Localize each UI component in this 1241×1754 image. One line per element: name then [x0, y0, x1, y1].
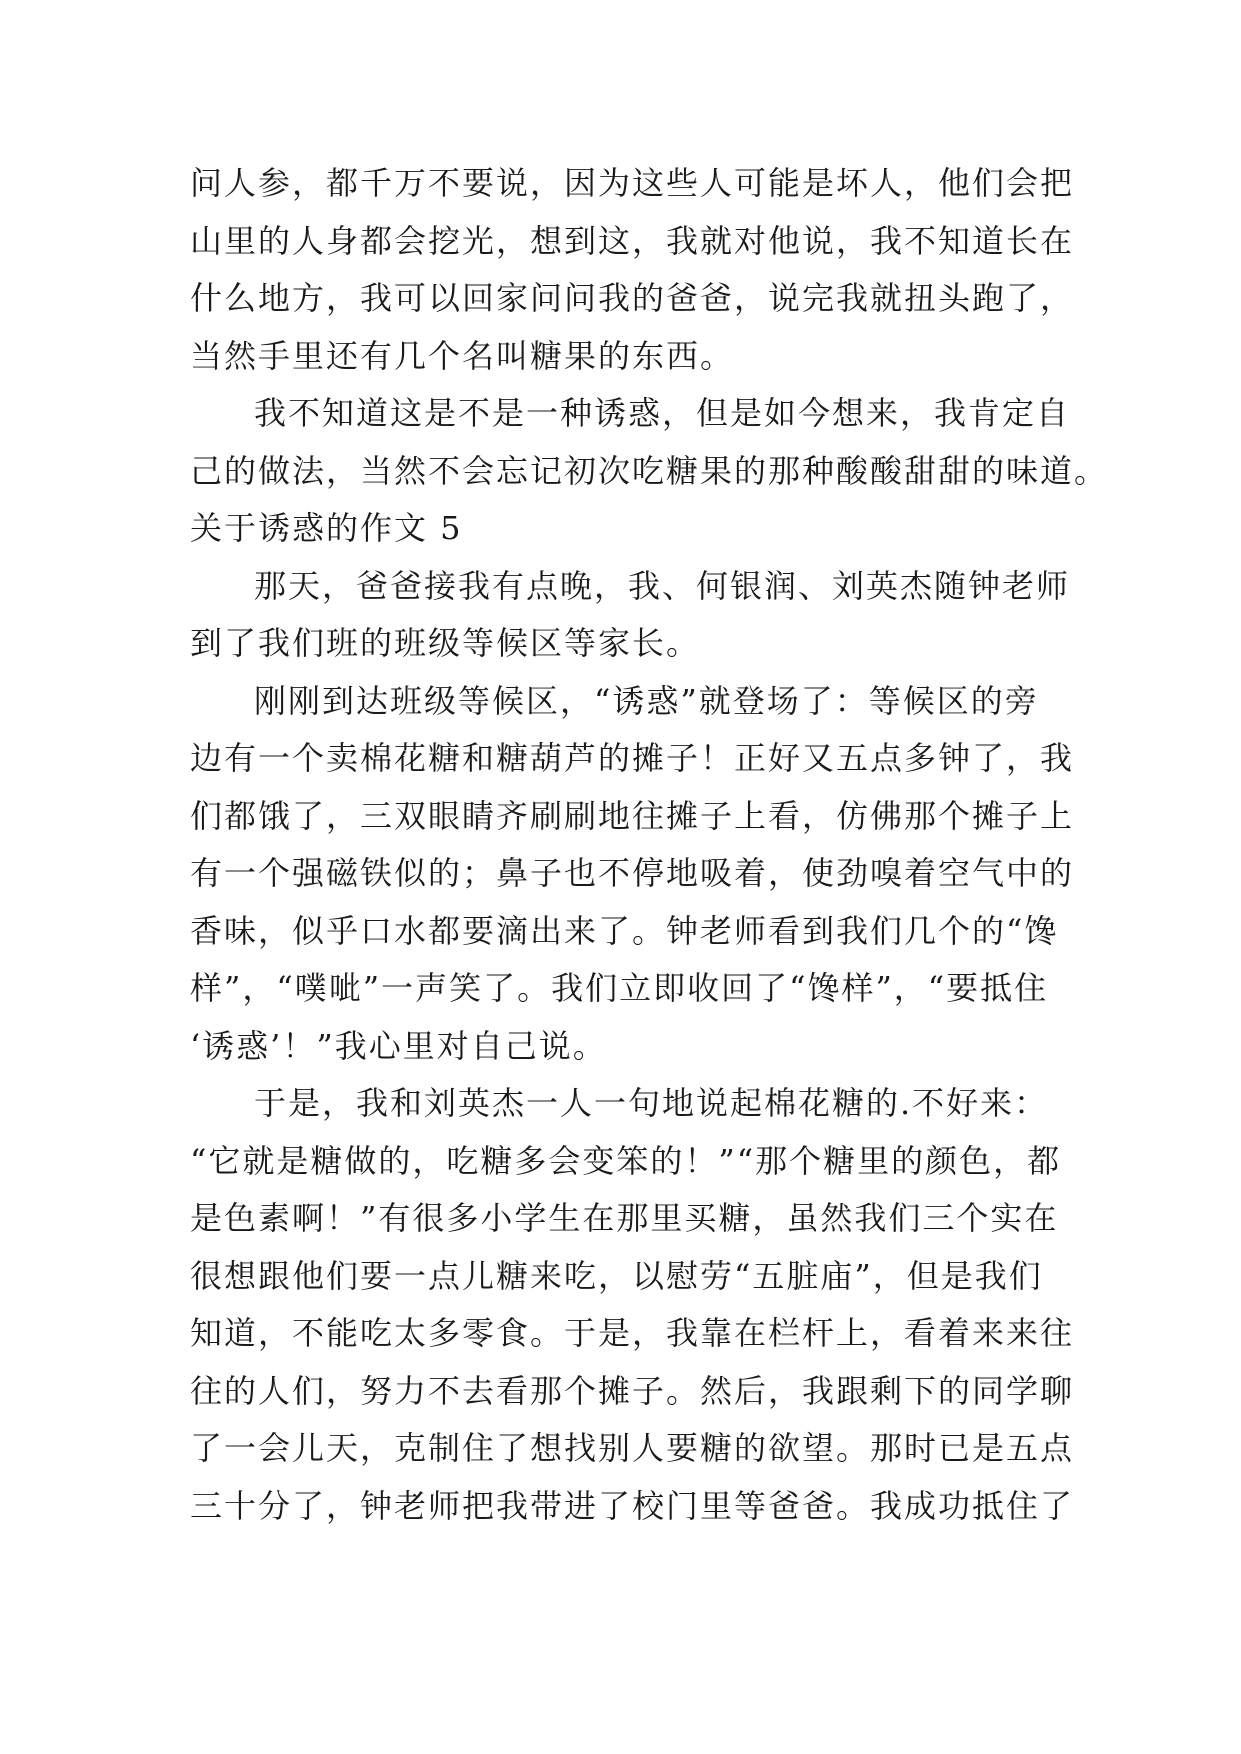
text-line: “它就是糖做的，吃糖多会变笨的！”“那个糖里的颜色，都 — [190, 1141, 1062, 1180]
text-line: 问人参，都千万不要说，因为这些人可能是坏人，他们会把 — [190, 164, 1075, 202]
body-text — [190, 155, 1109, 1535]
text-line: 到了我们班的班级等候区等家长。 — [190, 624, 701, 662]
text-line: 了一会儿天，克制住了想找别人要糖的欲望。那时已是五点 — [190, 1429, 1075, 1467]
text-line: 边有一个卖棉花糖和糖葫芦的摊子！正好又五点多钟了，我 — [190, 739, 1075, 777]
text-line: 山里的人身都会挖光，想到这，我就对他说，我不知道长在 — [190, 221, 1075, 260]
text-line: 往的人们，努力不去看那个摊子。然后，我跟剩下的同学聊 — [190, 1371, 1075, 1410]
text-line: 有一个强磁铁似的；鼻子也不停地吸着，使劲嗅着空气中的 — [190, 854, 1075, 892]
text-line: 是色素啊！”有很多小学生在那里买糖，虽然我们三个实在 — [190, 1199, 1059, 1237]
text-line: 们都饿了，三双眼睛齐刷刷地往摊子上看，仿佛那个摊子上 — [190, 796, 1075, 835]
text-line: ‘诱惑’！”我心里对自己说。 — [190, 1026, 607, 1065]
text-line: 香味，似乎口水都要滴出来了。钟老师看到我们几个的“馋 — [190, 911, 1059, 950]
text-line: 样”，“噗呲”一声笑了。我们立即收回了“馋样”，“要抵住 — [190, 969, 1049, 1007]
text-line: 三十分了，钟老师把我带进了校门里等爸爸。我成功抵住了 — [190, 1486, 1075, 1525]
text-line: 己的做法，当然不会忘记初次吃糖果的那种酸酸甜甜的味道。 — [190, 451, 1109, 490]
text-line: 知道，不能吃太多零食。于是，我靠在栏杆上，看着来来往 — [190, 1314, 1075, 1352]
text-line: 于是，我和刘英杰一人一句地说起棉花糖的.不好来： — [254, 1084, 1049, 1122]
section-heading: 关于诱惑的作文 5 — [190, 509, 463, 547]
text-line: 刚刚到达班级等候区，“诱惑”就登场了：等候区的旁 — [254, 681, 1039, 720]
text-line: 很想跟他们要一点儿糖来吃，以慰劳“五脏庙”，但是我们 — [190, 1256, 1043, 1295]
text-line: 那天，爸爸接我有点晚，我、何银润、刘英杰随钟老师 — [254, 566, 1071, 605]
text-line: 当然手里还有几个名叫糖果的东西。 — [190, 336, 735, 375]
text-line: 我不知道这是不是一种诱惑，但是如今想来，我肯定自 — [254, 394, 1071, 432]
text-line: 什么地方，我可以回家问问我的爸爸，说完我就扭头跑了， — [190, 279, 1075, 317]
